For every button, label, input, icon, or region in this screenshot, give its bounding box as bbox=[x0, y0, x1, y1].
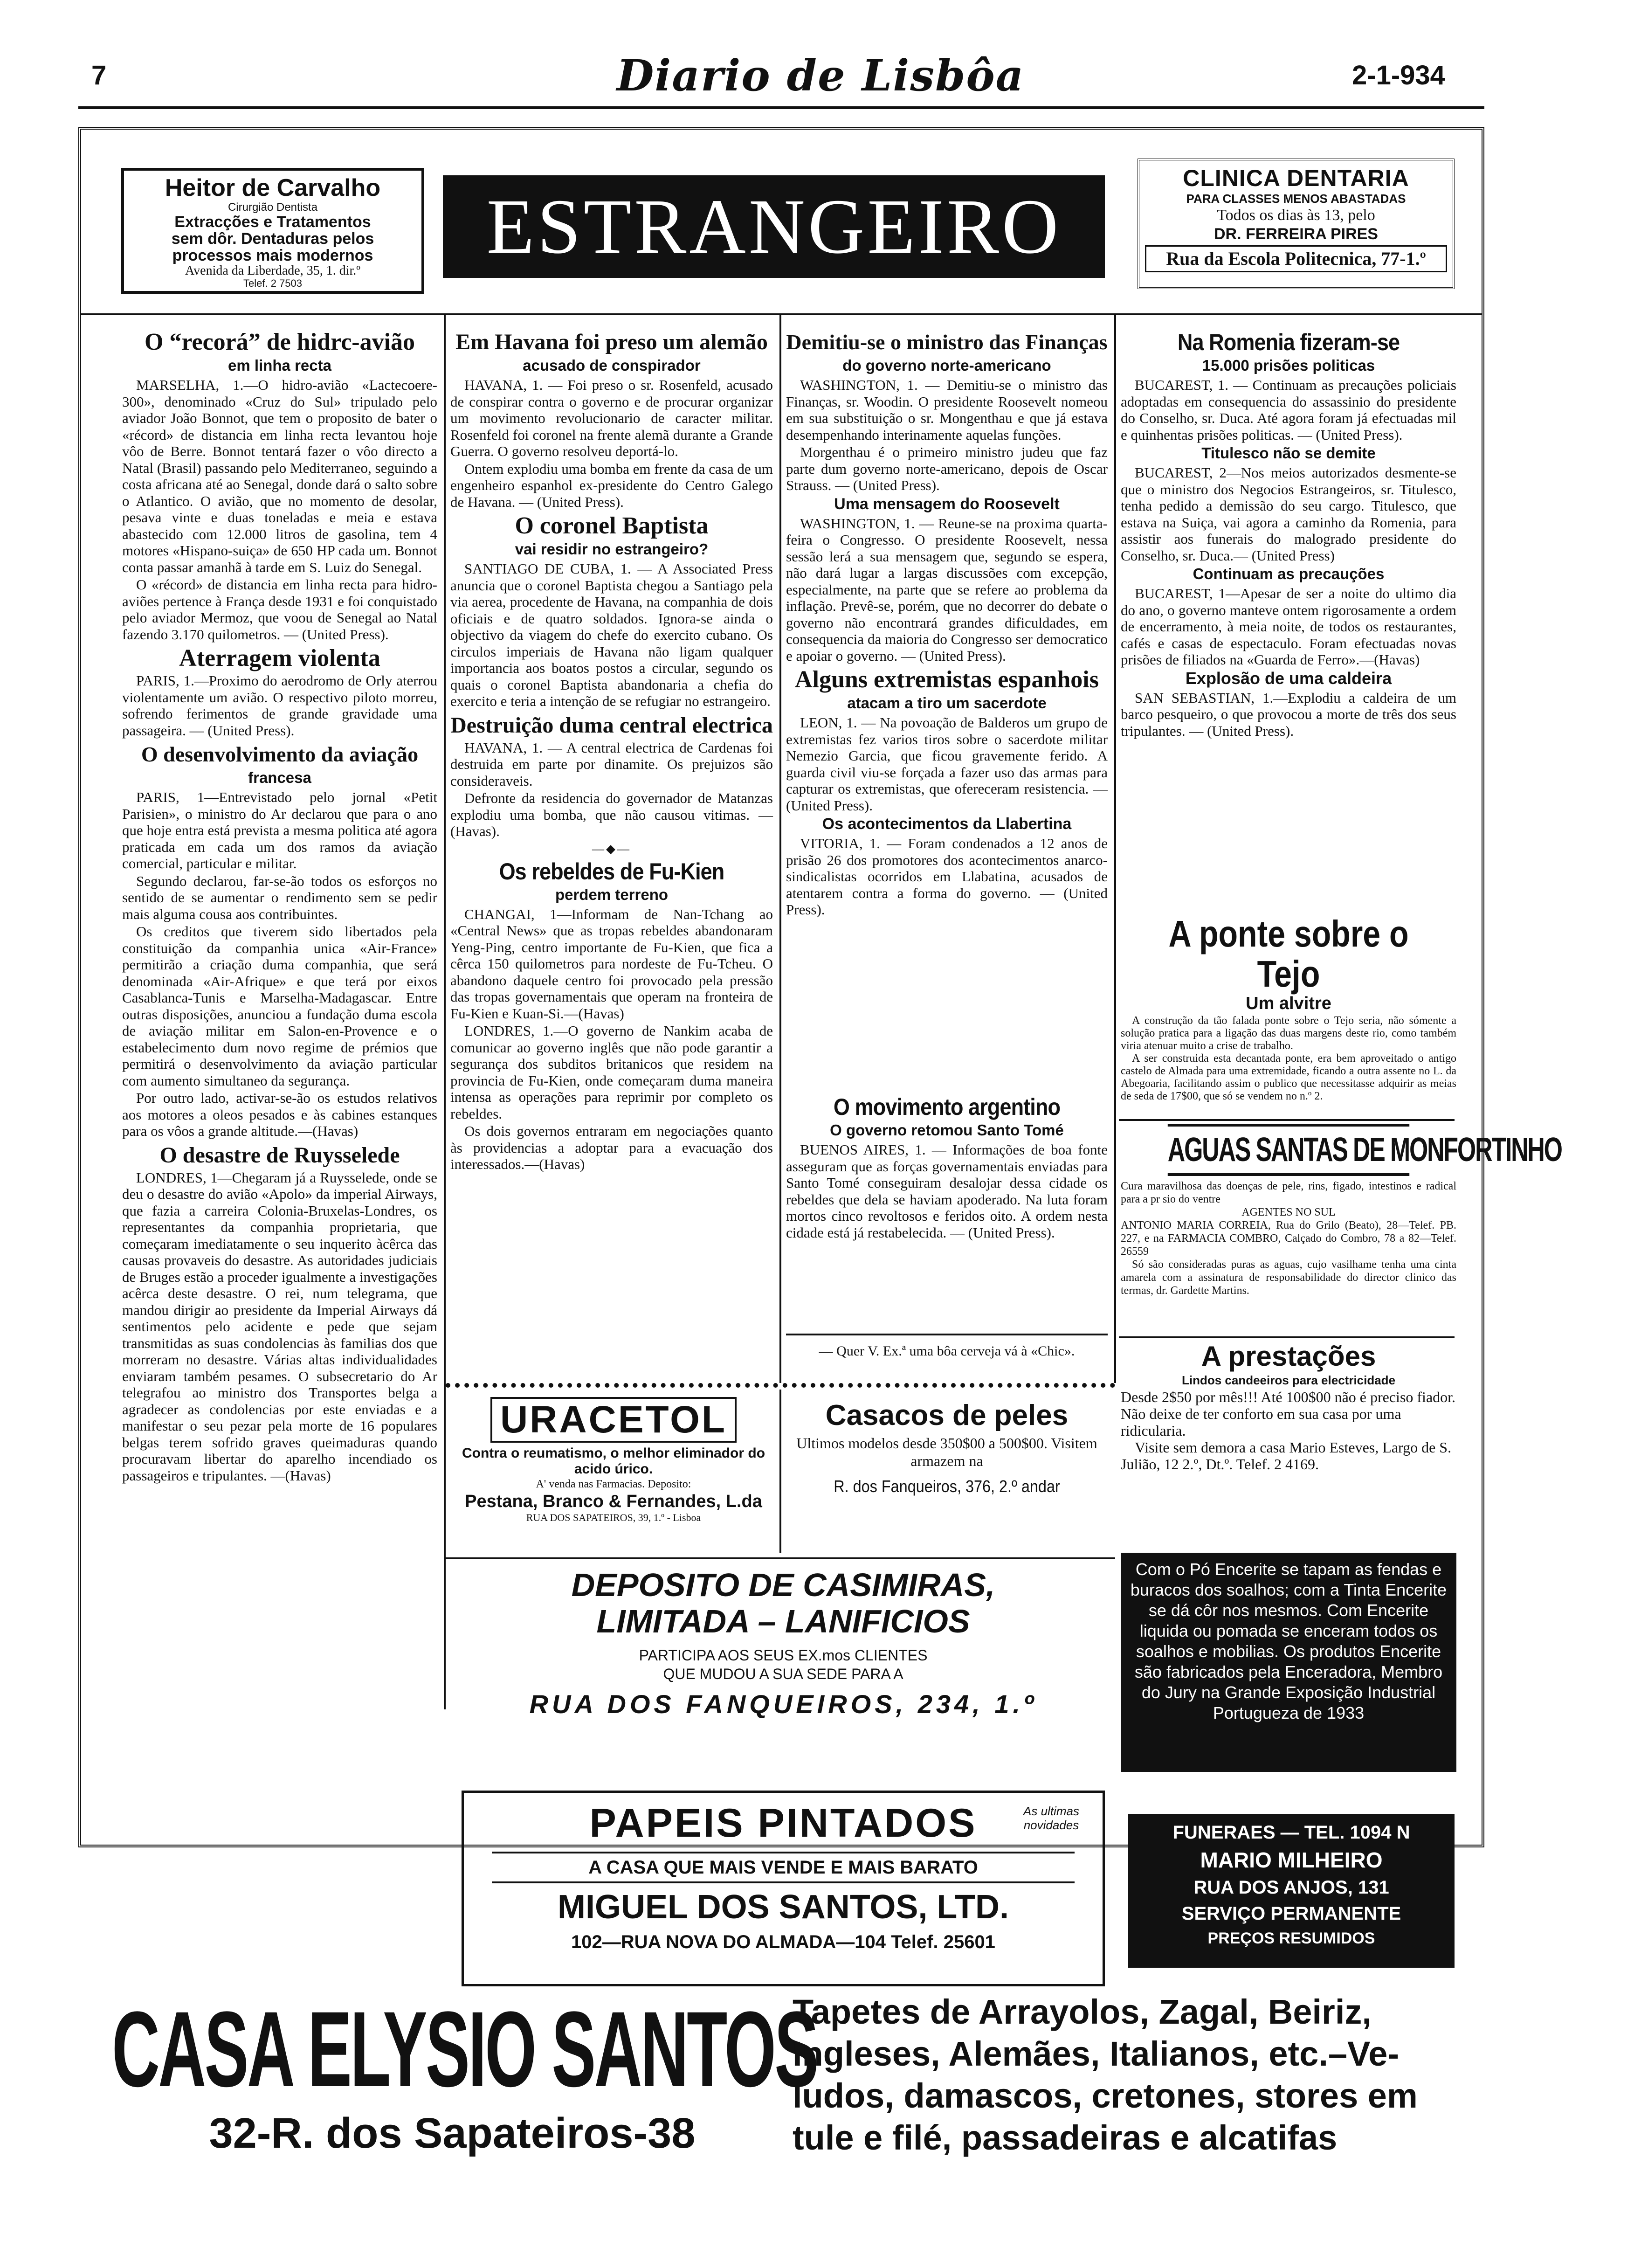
headline-fu-kien: Os rebeldes de Fu-Kien bbox=[499, 858, 724, 885]
subhead-ponte-tejo: Um alvitre bbox=[1246, 994, 1331, 1013]
ad-elysio-text4: tule e filé, passadeiras e alcatifas bbox=[793, 2118, 1338, 2157]
article-ponte-p1: A construção da tão falada ponte sobre o Tejo seria, não sómente a solução pratica para a ligação das duas margens deste rio, como também viria atenuar muito a crise de trabalho. bbox=[1121, 1015, 1456, 1052]
ad-heitor-line1: Extracções e Tratamentos bbox=[174, 213, 371, 231]
ad-funeraes-line2: MARIO MILHEIRO bbox=[1200, 1848, 1383, 1872]
ad-papeis-aside: As ultimas novidades bbox=[1023, 1804, 1079, 1832]
headline-romenia: Na Romenia fizeram-se bbox=[1177, 329, 1400, 355]
ad-elysio-text3: ludos, damascos, cretones, stores em bbox=[793, 2076, 1418, 2115]
headline-ponte-tejo: A ponte sobre o Tejo bbox=[1168, 913, 1409, 995]
article-record-p2: O «récord» de distancia em linha recta para hidro-aviões pertence à França desde 1931 e foi conquistado pelo aviador Mermoz, que voou de Senegal ao Natal fazendo 3.170 quilometros. — (United Press). bbox=[122, 576, 437, 643]
ad-deposito-casimiras bbox=[462, 1567, 1105, 1763]
headline-central-electrica: Destruição duma central electrica bbox=[450, 712, 773, 738]
article-central-p1: HAVANA, 1. — A central electrica de Cardenas foi destruida em parte por dinamite. Os prejuizos são consideraveis. bbox=[450, 739, 773, 789]
ad-deposito-line2: LIMITADA – LANIFICIOS bbox=[596, 1603, 970, 1639]
column-3-lower bbox=[786, 1091, 1108, 1380]
ad-heitor-role: Cirurgião Dentista bbox=[228, 201, 318, 214]
column-2 bbox=[450, 326, 773, 1380]
headline-mensagem-roosevelt: Uma mensagem do Roosevelt bbox=[834, 495, 1060, 513]
ad-prestacoes-sub: Lindos candeeiros para electricidade bbox=[1181, 1373, 1396, 1387]
article-central-p2: Defronte da residencia do governador de Matanzas explodiu uma bomba, que não causou vitimas. — (Havas). bbox=[450, 790, 773, 839]
subhead-ministro-financas: do governo norte-americano bbox=[842, 357, 1051, 374]
ad-casacos-line1: Ultimos modelos desde 350$00 a 500$00. Visitem armazem na bbox=[796, 1435, 1097, 1469]
ad-elysio-text bbox=[793, 1991, 1473, 2168]
ad-aguas-line3: ANTONIO MARIA CORREIA, Rua do Grilo (Beato), 28—Telef. PB. 227, e na FARMACIA COMBRO, Calçado do Combro, 78 a 82—Telef. 26559 bbox=[1121, 1219, 1456, 1258]
ad-uracetol-line1: Contra o reumatismo, o melhor eliminador do acido úrico. bbox=[462, 1445, 765, 1477]
headline-llabertina: Os acontecimentos da Llabertina bbox=[822, 815, 1072, 833]
subhead-baptista: vai residir no estrangeiro? bbox=[515, 540, 709, 558]
subhead-fu-kien: perdem terreno bbox=[555, 885, 669, 903]
article-ruysselede-p1: LONDRES, 1—Chegaram já a Ruysselede, onde se deu o desastre do avião «Apolo» da imperial Airways, que fazia a carreira Colonia-Bruxelas-Londres, os representantes da companhia proprietaria, que começaram imediatamente o seu inquerito àcêrca das causas provaveis do desastre. As autoridades judiciais de Bruges estão a proceder igualmente a investigações acêrca deste desastre. O rei, num telegrama, que mandou dirigir ao presidente da Imperial Airways dá sentimentos pelo acidente e pede que sejam transmitidas as suas condolencias às familias dos que morreram no desastre. Várias altas individualidades enviaram também pesames. O subsecretario do Ar telegrafou ao ministro dos Transportes belga a agradecer as condolencias por este enviadas e a manifestar o seu pezar pela morte de 16 populares belgas terem sofrido graves queimaduras quando procuravam libertar do aparelho incendiado os passageiros e tripulantes. —(Havas) bbox=[122, 1169, 437, 1484]
ad-cerveja-chic: — Quer V. Ex.ª uma bôa cerveja vá à «Chic». bbox=[819, 1343, 1075, 1359]
aguas-rule-top bbox=[1119, 1119, 1455, 1121]
ad-aguas-santas bbox=[1121, 1124, 1562, 1329]
article-caldeira-p1: SAN SEBASTIAN, 1.—Explodiu a caldeira de um barco pesqueiro, o que provocou a morte de três dos seus tripulantes. — (United Press). bbox=[1121, 689, 1456, 739]
ad-encerite bbox=[1121, 1553, 1456, 1772]
ad-funeraes bbox=[1128, 1814, 1455, 1968]
article-aterragem-p1: PARIS, 1.—Proximo do aerodromo de Orly aterrou violentamente um avião. O respectivo piloto morreu, sofrendo ferimentos de grande gravidade uma passageira. — (United Press). bbox=[122, 672, 437, 739]
ad-prestacoes-title: A prestações bbox=[1201, 1341, 1376, 1372]
headline-havana-alemao: Em Havana foi preso um alemão bbox=[455, 330, 768, 354]
ad-funeraes-line1: FUNERAES — TEL. 1094 N bbox=[1172, 1822, 1410, 1843]
ad-papeis-line1: A CASA QUE MAIS VENDE E MAIS BARATO bbox=[492, 1852, 1075, 1883]
ad-clinica-days: Todos os dias às 13, pelo bbox=[1217, 207, 1375, 224]
ad-deposito-line5: RUA DOS FANQUEIROS, 234, 1.º bbox=[529, 1689, 1037, 1719]
article-fukien-p3: Os dois governos entraram em negociações quanto às providencias a adoptar para a evacuação dos interessados.—(Havas) bbox=[450, 1123, 773, 1172]
ad-uracetol-line3: Pestana, Branco & Fernandes, L.da bbox=[465, 1492, 762, 1511]
article-record-p1: MARSELHA, 1.—O hidro-avião «Lactecoere-300», denominado «Cruz do Sul» tripulado pelo aviador João Bonnot, que tem o proposito de bater o «récord» de distancia em linha recta levantou hoje vôo de Berre. Bonnot tentará fazer o vôo directo a Natal (Brasil) passando pelo Mediterraneo, seguindo a costa africana até ao Senegal, donde dará o salto sobre o Atlantico. O avião, que no momento de desolar, pesava vinte e duas toneladas e meia e estava abastecido com 12.000 litros de gasolina, tem 4 motores «Hispano-suiça» de 650 HP cada um. Bonnot conta passar amanhã à tarde em S. Luiz do Senegal. bbox=[122, 377, 437, 575]
article-financas-p1: WASHINGTON, 1. — Demitiu-se o ministro das Finanças, sr. Woodin. O presidente Roosevelt nomeou em sua substituição o sr. Mongenthau e que já estava desempenhando interinamente aquelas funções. bbox=[786, 377, 1108, 443]
headline-extremistas: Alguns extremistas espanhois bbox=[794, 666, 1099, 693]
headline-caldeira: Explosão de uma caldeira bbox=[1185, 668, 1392, 688]
article-havana-p1: HAVANA, 1. — Foi preso o sr. Rosenfeld, acusado de conspirar contra o governo e de procurar organizar um movimento revolucionario de caracter militar. Rosenfeld foi coronel na frente alemã durante a Grande Guerra. O governo resolveu deportá-lo. bbox=[450, 377, 773, 459]
headline-aviacao: O desenvolvimento da aviação bbox=[141, 742, 419, 766]
article-argentino-p1: BUENOS AIRES, 1. — Informações de boa fonte asseguram que as forças governamentais enviadas para Santo Tomé conseguiram desalojar dessa cidade os rebeldes que dela se haviam apoderado. Na luta foram mortos cinco revoltosos e feridos oito. A ordem nesta cidade está já restabelecida. — (United Press). bbox=[786, 1141, 1108, 1241]
ad-clinica-dentaria bbox=[1138, 159, 1455, 289]
headline-aterragem: Aterragem violenta bbox=[179, 645, 380, 671]
column-rule-3 bbox=[1114, 315, 1116, 1383]
subhead-movimento-argentino: O governo retomou Santo Tomé bbox=[830, 1121, 1064, 1139]
section-title: ESTRANGEIRO bbox=[443, 175, 1105, 278]
ad-clinica-address: Rua da Escola Politecnica, 77-1.º bbox=[1145, 245, 1447, 272]
masthead-rule bbox=[78, 106, 1484, 109]
ad-deposito-line1: DEPOSITO DE CASIMIRAS, bbox=[571, 1567, 995, 1603]
ad-aguas-line1: Cura maravilhosa das doenças de pele, rins, figado, intestinos e radical para a pr sio do ventre bbox=[1121, 1180, 1456, 1205]
article-havana-p2: Ontem explodiu uma bomba em frente da casa de um engenheiro espanhol ex-presidente do Centro Galego de Havana. — (United Press). bbox=[450, 460, 773, 510]
ad-papeis-line3: 102—RUA NOVA DO ALMADA—104 Telef. 25601 bbox=[571, 1932, 995, 1952]
article-aviacao-p2: Segundo declarou, far-se-ão todos os esforços no sentido de se aumentar o rendimento sem se pedir mais alguma cousa aos contribuintes. bbox=[122, 872, 437, 922]
ad-casacos-title: Casacos de peles bbox=[825, 1399, 1069, 1431]
ad-papeis-line2: MIGUEL DOS SANTOS, LTD. bbox=[557, 1888, 1009, 1926]
article-baptista-p1: SANTIAGO DE CUBA, 1. — A Associated Press anuncia que o coronel Baptista chegou a Santiago pela via aerea, procedente de Havana, na companhia de dois oficiais e de quatro soldados. Ignora-se ainda o objectivo da viagem do chefe do exercito cubano. Os circulos imperiais de Havana não ligam qualquer importancia aos boatos postos a circular, segundo os quais o coronel Baptista abandonaria a chefia do exercito e teria a intenção de se refugiar no estrangeiro. bbox=[450, 560, 773, 709]
article-ponte-tejo bbox=[1121, 914, 1456, 1110]
ad-encerite-text: Com o Pó Encerite se tapam as fendas e buracos dos soalhos; com a Tinta Encerite se dá côr nos mesmos. Com Encerite liquida ou pomada se enceram todos os soalhos e mobilias. Os produtos Encerite são fabricados pela Enceradora, Membro do Jury na Grande Exposição Industrial Portugueza de 1933 bbox=[1130, 1560, 1447, 1722]
article-aviacao-p4: Por outro lado, activar-se-ão os estudos relativos aos motores a oleos pesados e às cabines estanques para os vôos a grande altitude.—(Havas) bbox=[122, 1090, 437, 1139]
article-precaucoes-p1: BUCAREST, 1—Apesar de ser a noite do ultimo dia do ano, o governo manteve ontem rigorosamente a ordem de encerramento, à meia noite, de todos os restaurantes, cafés e casas de espectaculo. Foram efectuadas novas prisões de filiados na «Guarda de Ferro».—(Havas) bbox=[1121, 585, 1456, 668]
ad-heitor-line2: sem dôr. Dentaduras pelos bbox=[171, 230, 374, 248]
headline-movimento-argentino: O movimento argentino bbox=[833, 1094, 1061, 1120]
headline-record: O “recorá” de hidrc-avião bbox=[144, 329, 415, 355]
ad-funeraes-line4: SERVIÇO PERMANENTE bbox=[1181, 1903, 1401, 1924]
ad-heitor-name: Heitor de Carvalho bbox=[165, 174, 381, 201]
header-rule bbox=[81, 313, 1482, 315]
newspaper-title: Diario de Lisbôa bbox=[616, 50, 1025, 101]
ad-papeis-pintados bbox=[462, 1791, 1105, 1986]
subhead-record: em linha recta bbox=[228, 357, 331, 374]
ad-elysio-address: 32-R. dos Sapateiros-38 bbox=[209, 2109, 696, 2157]
page-number: 7 bbox=[91, 60, 107, 90]
article-financas-p2: Morgenthau é o primeiro ministro judeu que faz parte dum governo norte-americano, depois de Oscar Strauss. — (United Press). bbox=[786, 444, 1108, 493]
ad-funeraes-line5: PREÇOS RESUMIDOS bbox=[1207, 1929, 1375, 1947]
article-romenia-p1: BUCAREST, 1. — Continuam as precauções policiais adoptadas em consequencia do assassinio do presidente do Conselho, sr. Duca. Até agora foram já efectuadas mil e quinhentas prisões politicas. — (United Press). bbox=[1121, 377, 1456, 443]
ad-prestacoes-text: Desde 2$50 por mês!!! Até 100$00 não é preciso fiador. Não deixe de ter conforto em sua casa por uma ridicularia. bbox=[1121, 1389, 1456, 1439]
ad-heitor-carvalho bbox=[121, 168, 424, 294]
ad-uracetol-line4: RUA DOS SAPATEIROS, 39, 1.º - Lisboa bbox=[526, 1512, 701, 1523]
article-roosevelt-p1: WASHINGTON, 1. — Reune-se na proxima quarta-feira o Congresso. O presidente Roosevelt, nessa sessão lerá a sua mensagem que, segundo se espera, não dará lugar a largas discussões com excepção, especialmente, na parte que se refere ao problema da inflação. Prevê-se, porém, que no decorrer do debate o governo não encontrará grandes dificuldades, em consequencia da maioria do Congresso ser democratico e apoiar o governo. — (United Press). bbox=[786, 515, 1108, 664]
ad-elysio-text1: Tapetes de Arrayolos, Zagal, Beiriz, bbox=[793, 1992, 1372, 2031]
ad-clinica-subtitle: PARA CLASSES MENOS ABASTADAS bbox=[1186, 192, 1406, 206]
column-3 bbox=[786, 326, 1108, 1082]
subhead-aviacao: francesa bbox=[248, 769, 311, 786]
beer-rule bbox=[786, 1334, 1108, 1335]
ad-funeraes-line3: RUA DOS ANJOS, 131 bbox=[1193, 1877, 1389, 1898]
headline-ministro-financas: Demitiu-se o ministro das Finanças bbox=[786, 330, 1108, 354]
headline-titulesco: Titulesco não se demite bbox=[1201, 444, 1376, 462]
issue-date: 2-1-934 bbox=[1352, 60, 1445, 90]
ad-aguas-line2: AGENTES NO SUL bbox=[1241, 1206, 1336, 1218]
ad-heitor-phone: Telef. 2 7503 bbox=[243, 277, 302, 289]
ads-rule-mid bbox=[446, 1557, 1115, 1559]
ads-rule-v bbox=[779, 1390, 781, 1553]
ad-heitor-address: Avenida da Liberdade, 35, 1. dir.º bbox=[185, 263, 360, 278]
article-aviacao-p1: PARIS, 1—Entrevistado pelo jornal «Petit Parisien», o ministro do Ar declarou que para o ano que hoje entra está prevista a mesma politica até agora praticada em cada um dos ramos da aviação comercial, particular e militar. bbox=[122, 789, 437, 871]
ad-clinica-doctor: DR. FERREIRA PIRES bbox=[1214, 225, 1378, 243]
ad-deposito-line3: PARTICIPA AOS SEUS EX.mos CLIENTES bbox=[639, 1647, 928, 1664]
column-4 bbox=[1121, 326, 1456, 914]
ad-aguas-title: AGUAS SANTAS DE MONFORTINHO bbox=[1168, 1124, 1409, 1176]
subhead-havana-alemao: acusado de conspirador bbox=[523, 357, 701, 374]
headline-precaucoes: Continuam as precauções bbox=[1193, 565, 1385, 582]
ad-uracetol-line2: A' venda nas Farmacias. Deposito: bbox=[536, 1478, 691, 1490]
headline-baptista: O coronel Baptista bbox=[515, 512, 709, 539]
article-fukien-p1: CHANGAI, 1—Informam de Nan-Tchang ao «Central News» que as tropas rebeldes abandonaram Yeng-Ping, centro importante de Fu-Kien, que fica a cêrca 150 quilometros para nordeste de Fu-Tcheu. O abandono daquele centro foi provocado pela pressão das tropas governamentais que operam na fronteira de Fu-Kien e Kuan-Si.—(Havas) bbox=[450, 906, 773, 1022]
article-extremistas-p1: LEON, 1. — Na povoação de Balderos um grupo de extremistas fez varios tiros sobre o sacerdote militar Nemezio Garcia, que ficou gravemente ferido. A guarda civil viu-se forçada a fazer uso das armas para capturar os extremistas, que ofereceram resistencia. — (United Press). bbox=[786, 714, 1108, 814]
subhead-extremistas: atacam a tiro um sacerdote bbox=[847, 694, 1047, 712]
ad-uracetol bbox=[450, 1397, 777, 1556]
ad-clinica-title: CLINICA DENTARIA bbox=[1183, 165, 1409, 191]
column-rule-2 bbox=[779, 315, 781, 1383]
column-rule-1 bbox=[444, 315, 446, 1709]
ad-elysio-title: CASA ELYSIO SANTOS bbox=[112, 1989, 817, 2109]
ad-casacos-line2: R. dos Fanqueiros, 376, 2.º andar bbox=[834, 1477, 1060, 1496]
ornament-divider: —◆— bbox=[592, 842, 631, 856]
column-1 bbox=[122, 326, 437, 1707]
ad-aguas-line4: Só são consideradas puras as aguas, cujo vasilhame tenha uma cinta amarela com a assinatura de responsabilidade do director clinico das termas, dr. Gardette Martins. bbox=[1121, 1258, 1456, 1297]
ads-rule-top bbox=[446, 1383, 1115, 1388]
ad-deposito-line4: QUE MUDOU A SUA SEDE PARA A bbox=[663, 1666, 903, 1682]
article-aviacao-p3: Os creditos que tiverem sido libertados pela constituição da companhia unica «Air-France» permitirão a criação duma companhia, que será denominada «Air-Afrique» e que terá por eixos Casablanca-Tunis e Marselha-Madagascar. Entre outras disposições, anunciou a fundação duma escola de aviação militar em Salon-en-Provence e o estabelecimento dum novo regime de prémios que permitirá o desenvolvimento da aviação particular com aumento simultaneo da segurança. bbox=[122, 923, 437, 1089]
ad-papeis-title: PAPEIS PINTADOS bbox=[589, 1801, 977, 1846]
ad-heitor-line3: processos mais modernos bbox=[172, 247, 373, 264]
ad-prestacoes bbox=[1121, 1341, 1456, 1495]
article-fukien-p2: LONDRES, 1.—O governo de Nankim acaba de comunicar ao governo inglês que não pode garantir a segurança dos subditos britanicos que residem na provincia de Fu-Kien, onde começaram duma maneira intensa as operações para reprimir por completo os rebeldes. bbox=[450, 1023, 773, 1122]
ad-elysio-text2: Ingleses, Alemães, Italianos, etc.–Ve- bbox=[793, 2034, 1400, 2073]
prestacoes-rule-top bbox=[1119, 1336, 1455, 1338]
subhead-romenia: 15.000 prisões politicas bbox=[1202, 357, 1375, 374]
article-ponte-p2: A ser construida esta decantada ponte, era bem aproveitado o antigo castelo de Almada para uma extremidade, ficando a outra assente no L. da Abegoaria, facilitando assim o publico que necessitasse adquirir as meias de seda de 17$00, que só se vendem no n.º 2. bbox=[1121, 1052, 1456, 1102]
article-llabertina-p1: VITORIA, 1. — Foram condenados a 12 anos de prisão 26 dos promotores dos acontecimentos anarco-sindicalistas ocorridos em Llabatina, acusados de atentarem contra a forma do governo. — (United Press). bbox=[786, 835, 1108, 918]
ad-uracetol-title: URACETOL bbox=[490, 1397, 737, 1443]
article-titulesco-p1: BUCAREST, 2—Nos meios autorizados desmente-se que o ministro dos Negocios Estrangeiros, sr. Titulesco, tenha pedido a demissão do seu cargo. Titulesco, que estava na Suiça, vai agora a caminho da Romenia, para assistir aos funerais do malogrado presidente do Conselho, sr. Duca.— (United Press) bbox=[1121, 464, 1456, 564]
ad-prestacoes-text2: Visite sem demora a casa Mario Esteves, Largo de S. Julião, 12 2.º, Dt.º. Telef. 2 4169. bbox=[1121, 1439, 1452, 1473]
headline-ruysselede: O desastre de Ruysselede bbox=[159, 1142, 400, 1168]
ad-casacos-peles bbox=[786, 1397, 1108, 1556]
